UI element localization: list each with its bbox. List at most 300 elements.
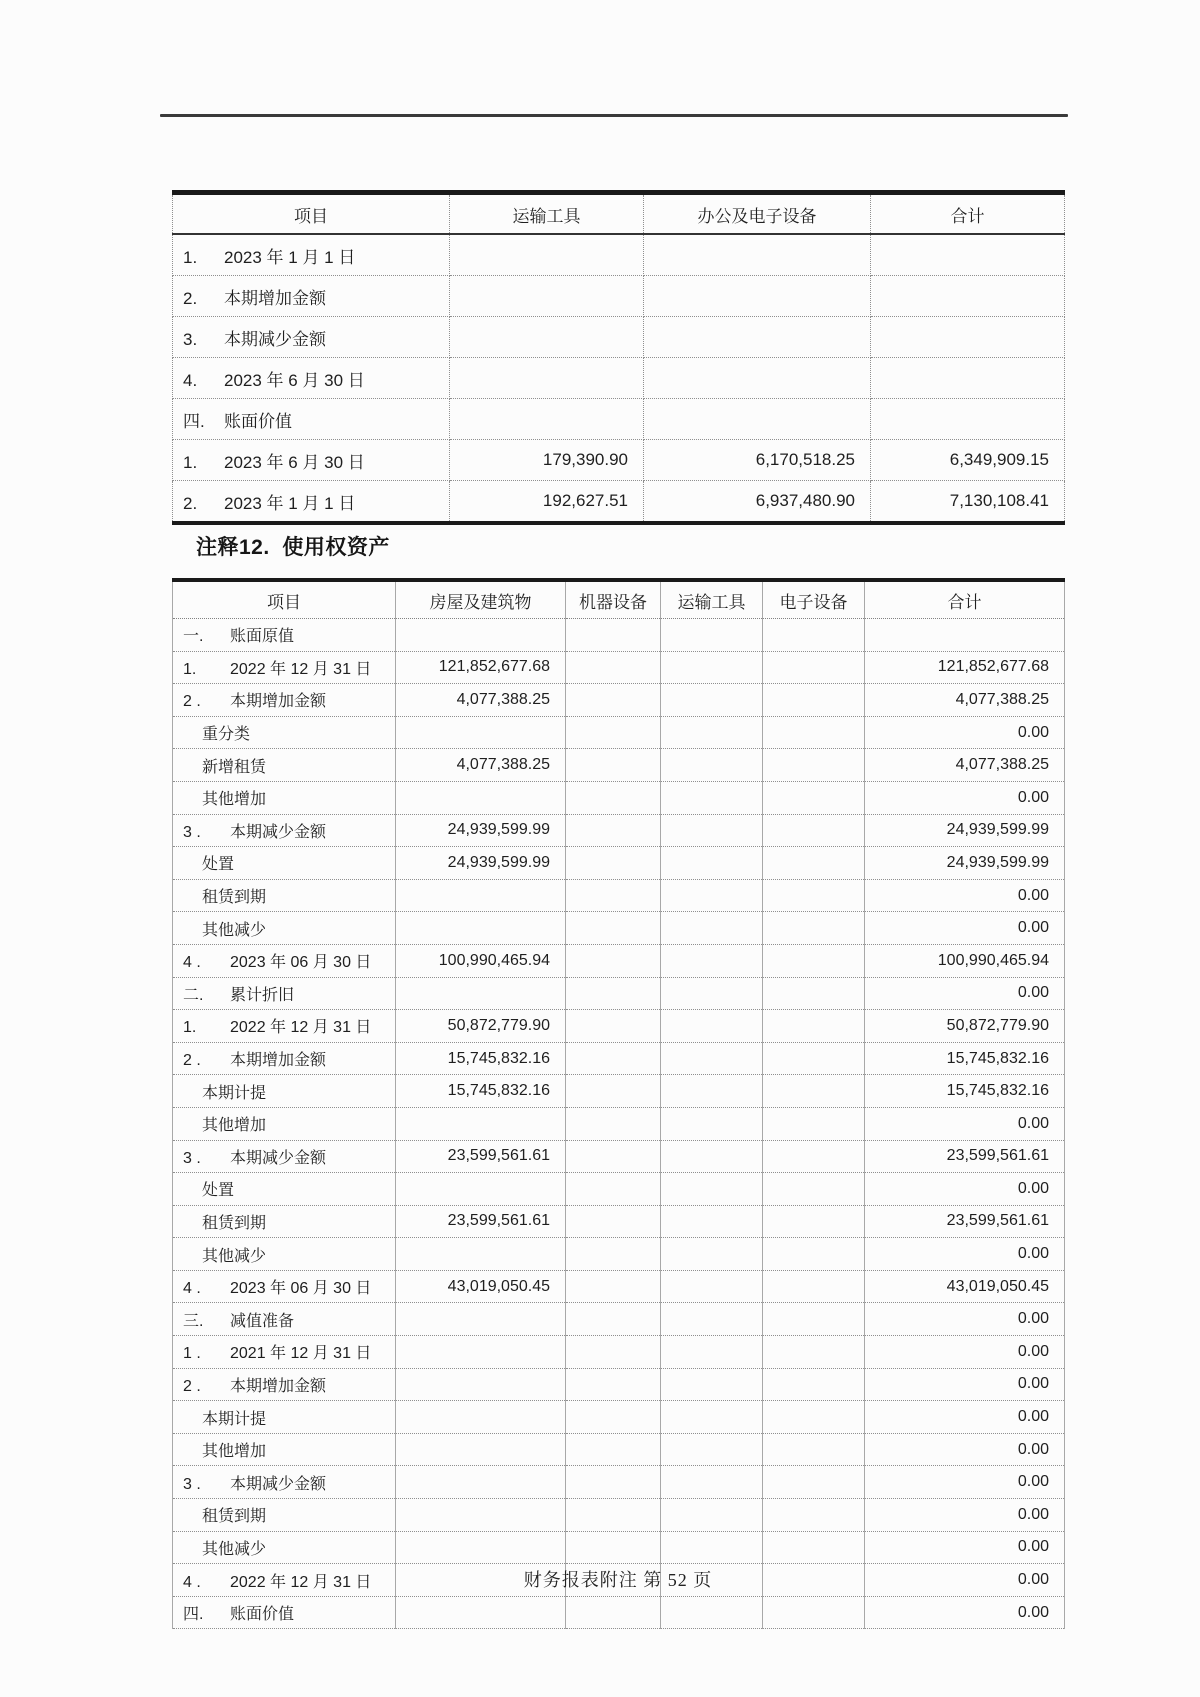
value-cell: 0.00	[865, 977, 1065, 1010]
row-label-cell	[173, 716, 396, 749]
value-cell	[763, 944, 865, 977]
value-cell: 100,990,465.94	[396, 944, 566, 977]
value-cell	[566, 716, 661, 749]
value-cell	[450, 358, 644, 399]
value-cell	[763, 1205, 865, 1238]
value-cell	[661, 1042, 763, 1075]
row-label: 2022 年 12 月 31 日	[230, 1019, 372, 1037]
column-header: 运输工具	[661, 580, 763, 619]
value-cell: 0.00	[865, 1401, 1065, 1434]
row-label: 其他减少	[202, 921, 267, 939]
value-cell	[566, 1205, 661, 1238]
row-label-cell	[173, 1499, 396, 1532]
row-label-cell	[173, 317, 450, 358]
row-label: 本期增加金额	[230, 1052, 327, 1070]
row-label-cell	[173, 1466, 396, 1499]
value-cell: 15,745,832.16	[865, 1075, 1065, 1108]
value-cell	[661, 1140, 763, 1173]
value-cell	[763, 781, 865, 814]
table-row	[173, 912, 1065, 945]
row-number: 3 .	[183, 1149, 201, 1167]
table-row	[173, 399, 1065, 440]
value-cell	[763, 1433, 865, 1466]
row-label-cell	[173, 1075, 396, 1108]
row-label: 本期减少金额	[230, 1149, 327, 1167]
value-cell	[763, 912, 865, 945]
row-label-cell	[173, 1336, 396, 1369]
row-label-cell	[173, 651, 396, 684]
value-cell: 179,390.90	[450, 440, 644, 481]
row-number: 四.	[183, 1606, 204, 1624]
value-cell	[763, 1596, 865, 1629]
column-header: 项目	[173, 193, 450, 235]
table-row	[173, 1336, 1065, 1369]
table-row	[173, 1596, 1065, 1629]
row-label-cell	[173, 1303, 396, 1336]
row-number: 2 .	[183, 1052, 201, 1070]
value-cell	[644, 399, 871, 440]
value-cell: 0.00	[865, 879, 1065, 912]
value-cell: 50,872,779.90	[865, 1010, 1065, 1043]
value-cell	[661, 847, 763, 880]
value-cell: 0.00	[865, 1531, 1065, 1564]
table-row	[173, 276, 1065, 317]
value-cell	[763, 1042, 865, 1075]
value-cell	[566, 1140, 661, 1173]
row-number: 2.	[183, 288, 198, 308]
column-header: 运输工具	[450, 193, 644, 235]
row-label: 本期计提	[202, 1084, 267, 1102]
value-cell	[566, 1075, 661, 1108]
row-label: 2021 年 12 月 31 日	[230, 1345, 372, 1363]
value-cell	[871, 276, 1065, 317]
value-cell	[566, 684, 661, 717]
row-label: 账面原值	[230, 628, 295, 646]
value-cell: 24,939,599.99	[396, 847, 566, 880]
row-number: 4.	[183, 370, 198, 390]
value-cell	[763, 651, 865, 684]
value-cell	[396, 1499, 566, 1532]
row-number: 四.	[183, 411, 205, 431]
value-cell	[566, 1010, 661, 1043]
table-row	[173, 716, 1065, 749]
value-cell: 24,939,599.99	[865, 814, 1065, 847]
page-footer: 财务报表附注 第 52 页	[523, 1570, 713, 1590]
row-label: 本期减少金额	[230, 1475, 327, 1493]
value-cell	[566, 814, 661, 847]
row-label: 本期减少金额	[230, 823, 327, 841]
table-row	[173, 1433, 1065, 1466]
row-label-cell	[173, 912, 396, 945]
row-number: 2 .	[183, 693, 201, 711]
table-row	[173, 234, 1065, 276]
row-label-cell	[173, 944, 396, 977]
row-label-cell	[173, 440, 450, 481]
value-cell	[396, 1531, 566, 1564]
row-label-cell	[173, 684, 396, 717]
row-label-cell	[173, 1238, 396, 1271]
row-label: 处置	[202, 1182, 235, 1200]
row-label: 其他增加	[202, 1117, 267, 1135]
row-label: 2023 年 6 月 30 日	[224, 452, 365, 472]
row-label-cell	[173, 977, 396, 1010]
value-cell	[450, 317, 644, 358]
value-cell: 100,990,465.94	[865, 944, 1065, 977]
row-label-cell	[173, 749, 396, 782]
row-label-cell	[173, 1531, 396, 1564]
value-cell	[644, 317, 871, 358]
row-label-cell	[173, 879, 396, 912]
value-cell	[661, 1433, 763, 1466]
value-cell	[566, 1042, 661, 1075]
table-row	[173, 651, 1065, 684]
row-label-cell	[173, 781, 396, 814]
value-cell: 0.00	[865, 1596, 1065, 1629]
value-cell: 50,872,779.90	[396, 1010, 566, 1043]
table-row	[173, 781, 1065, 814]
value-cell	[450, 276, 644, 317]
value-cell	[763, 977, 865, 1010]
row-label: 租赁到期	[202, 889, 267, 907]
value-cell: 0.00	[865, 1107, 1065, 1140]
value-cell: 24,939,599.99	[865, 847, 1065, 880]
value-cell	[661, 977, 763, 1010]
table-row	[173, 1205, 1065, 1238]
value-cell	[871, 317, 1065, 358]
row-label: 重分类	[202, 726, 251, 744]
value-cell	[566, 1401, 661, 1434]
value-cell: 4,077,388.25	[865, 749, 1065, 782]
value-cell	[396, 912, 566, 945]
row-number: 1.	[183, 452, 198, 472]
value-cell: 0.00	[865, 716, 1065, 749]
row-label: 其他减少	[202, 1540, 267, 1558]
value-cell: 24,939,599.99	[396, 814, 566, 847]
table-row	[173, 1010, 1065, 1043]
row-label: 新增租赁	[202, 758, 267, 776]
value-cell: 6,349,909.15	[871, 440, 1065, 481]
value-cell	[396, 1173, 566, 1206]
row-label-cell	[173, 1596, 396, 1629]
value-cell	[396, 879, 566, 912]
row-label: 本期增加金额	[224, 288, 326, 308]
value-cell: 7,130,108.41	[871, 481, 1065, 524]
row-number: 二.	[183, 986, 204, 1004]
value-cell	[763, 1173, 865, 1206]
value-cell: 23,599,561.61	[396, 1140, 566, 1173]
value-cell	[566, 1368, 661, 1401]
value-cell: 0.00	[865, 1499, 1065, 1532]
row-label: 账面价值	[230, 1606, 295, 1624]
row-number: 三.	[183, 1312, 204, 1330]
row-number: 2 .	[183, 1377, 201, 1395]
value-cell	[566, 1596, 661, 1629]
row-label-cell	[173, 1010, 396, 1043]
column-header: 合计	[871, 193, 1065, 235]
row-label-cell	[173, 1173, 396, 1206]
value-cell	[396, 1107, 566, 1140]
value-cell: 0.00	[865, 1564, 1065, 1597]
value-cell	[450, 399, 644, 440]
value-cell	[661, 879, 763, 912]
value-cell	[566, 749, 661, 782]
value-cell	[763, 1270, 865, 1303]
row-number: 4 .	[183, 1573, 201, 1591]
table-row	[173, 879, 1065, 912]
value-cell	[763, 1107, 865, 1140]
value-cell	[661, 944, 763, 977]
row-label: 减值准备	[230, 1312, 295, 1330]
row-number: 3.	[183, 329, 198, 349]
table-row	[173, 847, 1065, 880]
table-row	[173, 1270, 1065, 1303]
value-cell: 15,745,832.16	[865, 1042, 1065, 1075]
row-label-cell	[173, 1401, 396, 1434]
value-cell: 0.00	[865, 1303, 1065, 1336]
table-row	[173, 1238, 1065, 1271]
column-header: 机器设备	[566, 580, 661, 619]
table-row	[173, 944, 1065, 977]
value-cell: 6,170,518.25	[644, 440, 871, 481]
row-label: 本期减少金额	[224, 329, 326, 349]
value-cell	[396, 1238, 566, 1271]
value-cell	[566, 781, 661, 814]
value-cell	[661, 1336, 763, 1369]
row-number: 1.	[183, 247, 198, 267]
table-row	[173, 1042, 1065, 1075]
row-number: 一.	[183, 628, 204, 646]
table-row	[173, 749, 1065, 782]
row-label: 2022 年 12 月 31 日	[230, 660, 372, 678]
row-label: 本期增加金额	[230, 693, 327, 711]
row-label: 账面价值	[224, 411, 292, 431]
row-label: 其他增加	[202, 791, 267, 809]
value-cell: 43,019,050.45	[865, 1270, 1065, 1303]
value-cell: 192,627.51	[450, 481, 644, 524]
value-cell	[566, 1531, 661, 1564]
value-cell	[566, 1107, 661, 1140]
value-cell: 23,599,561.61	[865, 1205, 1065, 1238]
value-cell	[763, 1303, 865, 1336]
value-cell	[763, 684, 865, 717]
row-number: 2.	[183, 493, 198, 513]
table-row	[173, 1173, 1065, 1206]
value-cell: 15,745,832.16	[396, 1075, 566, 1108]
value-cell	[396, 781, 566, 814]
value-cell	[661, 1401, 763, 1434]
row-label-cell	[173, 276, 450, 317]
row-label: 租赁到期	[202, 1508, 267, 1526]
fixed-assets-table	[172, 190, 1065, 525]
value-cell: 23,599,561.61	[396, 1205, 566, 1238]
value-cell	[396, 1466, 566, 1499]
value-cell	[566, 879, 661, 912]
column-header: 项目	[173, 580, 396, 619]
value-cell: 23,599,561.61	[865, 1140, 1065, 1173]
value-cell	[763, 847, 865, 880]
value-cell	[661, 1531, 763, 1564]
table-row	[173, 1107, 1065, 1140]
table-row	[173, 1368, 1065, 1401]
row-label-cell	[173, 1270, 396, 1303]
value-cell: 4,077,388.25	[396, 749, 566, 782]
value-cell	[661, 814, 763, 847]
table-row	[173, 814, 1065, 847]
value-cell: 121,852,677.68	[396, 651, 566, 684]
value-cell	[661, 1596, 763, 1629]
table-row	[173, 440, 1065, 481]
value-cell	[661, 1238, 763, 1271]
value-cell	[661, 619, 763, 652]
row-number: 1.	[183, 1019, 197, 1037]
row-number: 4 .	[183, 1280, 201, 1298]
value-cell	[763, 1531, 865, 1564]
row-label: 2023 年 6 月 30 日	[224, 370, 365, 390]
row-label: 2023 年 1 月 1 日	[224, 493, 356, 513]
table-row	[173, 1466, 1065, 1499]
value-cell	[871, 399, 1065, 440]
value-cell	[763, 1140, 865, 1173]
value-cell	[566, 1499, 661, 1532]
value-cell	[566, 847, 661, 880]
value-cell: 0.00	[865, 1173, 1065, 1206]
value-cell	[566, 944, 661, 977]
value-cell: 43,019,050.45	[396, 1270, 566, 1303]
table-row	[173, 317, 1065, 358]
table-row	[173, 684, 1065, 717]
value-cell	[566, 977, 661, 1010]
row-label-cell	[173, 1107, 396, 1140]
table-row	[173, 619, 1065, 652]
row-label: 本期增加金额	[230, 1377, 327, 1395]
value-cell	[450, 234, 644, 276]
row-label-cell	[173, 619, 396, 652]
value-cell	[566, 1466, 661, 1499]
value-cell	[566, 651, 661, 684]
header-row	[173, 193, 1065, 235]
value-cell	[661, 749, 763, 782]
value-cell: 0.00	[865, 1336, 1065, 1369]
value-cell	[661, 1205, 763, 1238]
row-label-cell	[173, 1368, 396, 1401]
value-cell	[661, 1499, 763, 1532]
value-cell	[661, 716, 763, 749]
value-cell	[396, 619, 566, 652]
value-cell	[763, 1238, 865, 1271]
row-number: 3 .	[183, 823, 201, 841]
value-cell	[644, 276, 871, 317]
row-label-cell	[173, 1433, 396, 1466]
value-cell: 0.00	[865, 1433, 1065, 1466]
value-cell: 0.00	[865, 1368, 1065, 1401]
value-cell	[566, 1303, 661, 1336]
row-label-cell	[173, 234, 450, 276]
value-cell	[661, 1466, 763, 1499]
value-cell	[865, 619, 1065, 652]
value-cell	[763, 619, 865, 652]
table-row	[173, 977, 1065, 1010]
value-cell	[763, 879, 865, 912]
value-cell	[661, 1075, 763, 1108]
value-cell	[763, 814, 865, 847]
page-header-rule	[160, 114, 1068, 117]
row-label-cell	[173, 1140, 396, 1173]
value-cell	[661, 1173, 763, 1206]
row-label: 2022 年 12 月 31 日	[230, 1573, 372, 1591]
value-cell	[396, 716, 566, 749]
right-of-use-assets-table	[172, 578, 1065, 1629]
value-cell: 0.00	[865, 1466, 1065, 1499]
column-header: 电子设备	[763, 580, 865, 619]
row-label-cell	[173, 1042, 396, 1075]
row-number: 4 .	[183, 954, 201, 972]
row-number: 1.	[183, 660, 197, 678]
value-cell	[566, 1173, 661, 1206]
table-row	[173, 358, 1065, 399]
value-cell	[763, 749, 865, 782]
value-cell	[396, 1303, 566, 1336]
table-row	[173, 1401, 1065, 1434]
value-cell	[661, 1107, 763, 1140]
value-cell	[661, 1368, 763, 1401]
row-label: 本期计提	[202, 1410, 267, 1428]
value-cell	[644, 234, 871, 276]
row-number: 3 .	[183, 1475, 201, 1493]
value-cell	[566, 912, 661, 945]
value-cell	[661, 1010, 763, 1043]
value-cell: 0.00	[865, 1238, 1065, 1271]
row-label-cell	[173, 814, 396, 847]
value-cell: 0.00	[865, 912, 1065, 945]
value-cell	[661, 684, 763, 717]
row-label-cell	[173, 1205, 396, 1238]
value-cell	[661, 651, 763, 684]
value-cell	[763, 1336, 865, 1369]
row-label: 2023 年 06 月 30 日	[230, 1280, 372, 1298]
table-row	[173, 1303, 1065, 1336]
value-cell	[396, 1433, 566, 1466]
value-cell	[661, 912, 763, 945]
row-label: 其他减少	[202, 1247, 267, 1265]
value-cell: 0.00	[865, 781, 1065, 814]
row-label: 处置	[202, 856, 235, 874]
table-row	[173, 1140, 1065, 1173]
column-header: 房屋及建筑物	[396, 580, 566, 619]
row-label: 2023 年 1 月 1 日	[224, 247, 356, 267]
row-label-cell	[173, 358, 450, 399]
value-cell	[661, 1303, 763, 1336]
value-cell: 15,745,832.16	[396, 1042, 566, 1075]
value-cell	[763, 1010, 865, 1043]
table-row	[173, 1499, 1065, 1532]
value-cell	[566, 1238, 661, 1271]
row-label: 累计折旧	[230, 986, 295, 1004]
value-cell	[396, 1596, 566, 1629]
value-cell	[396, 1368, 566, 1401]
row-label-cell	[173, 481, 450, 524]
row-label: 其他增加	[202, 1443, 267, 1461]
value-cell	[566, 1336, 661, 1369]
value-cell	[763, 1499, 865, 1532]
value-cell	[644, 358, 871, 399]
value-cell	[763, 1466, 865, 1499]
value-cell	[763, 1401, 865, 1434]
table-row	[173, 1531, 1065, 1564]
value-cell	[661, 1270, 763, 1303]
row-number: 1 .	[183, 1345, 201, 1363]
value-cell	[396, 1401, 566, 1434]
value-cell	[566, 619, 661, 652]
